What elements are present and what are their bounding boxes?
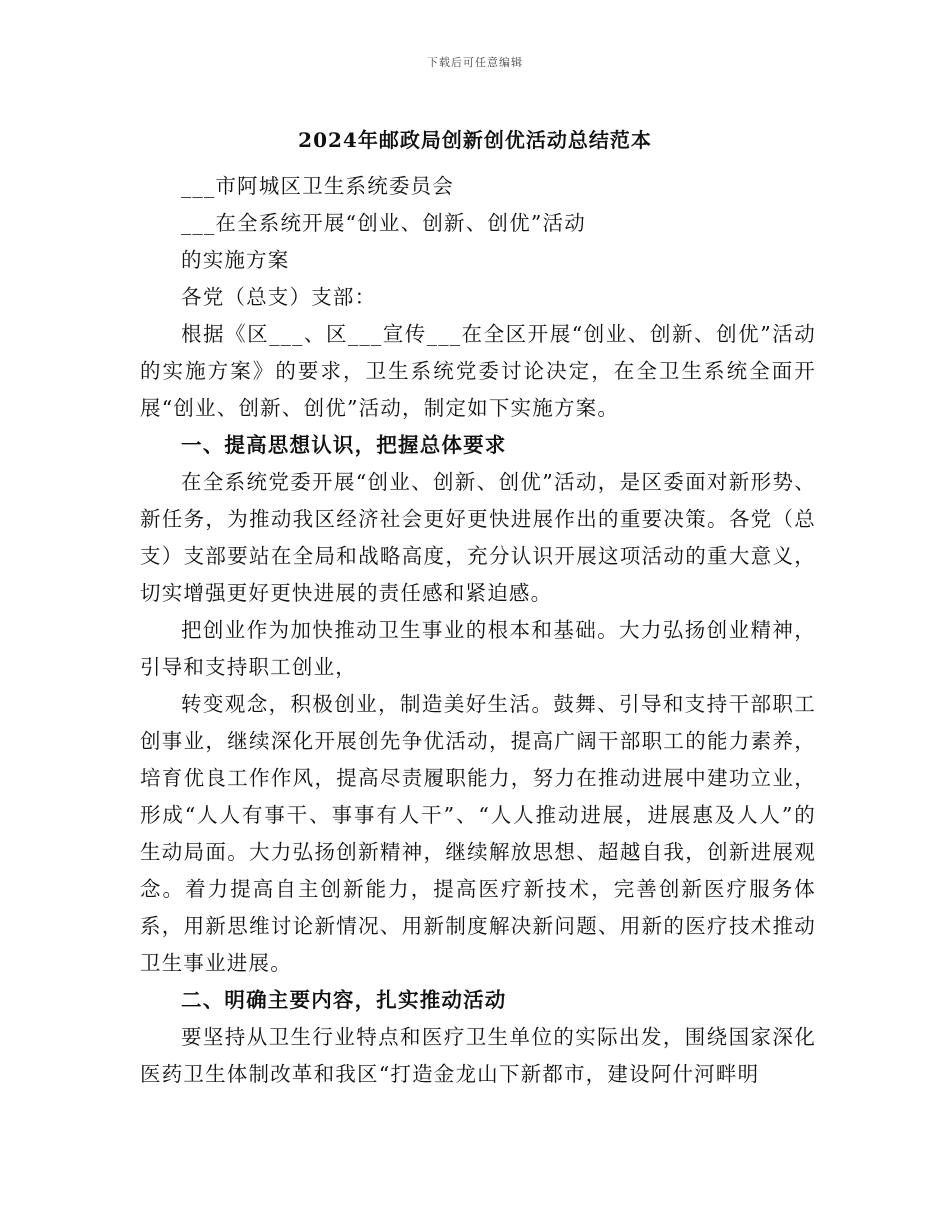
paragraph-section1-b: 把创业作为加快推动卫生事业的根本和基础。大力弘扬创业精神，引导和支持职工创业， [140, 618, 816, 679]
section-heading-2: 二、明确主要内容，扎实推动活动 [181, 988, 507, 1012]
paragraph-section2-a: 要坚持从卫生行业特点和医疗卫生单位的实际出发，围绕国家深化医药卫生体制改革和我区“打造金龙山下新都市，建设阿什河畔明 [140, 1025, 816, 1086]
section-heading-1: 一、提高思想认识，把握总体要求 [181, 433, 507, 457]
header-note: 下载后可任意编辑 [427, 56, 523, 69]
paragraph-salutation: 各党（总支）支部： [181, 285, 377, 309]
paragraph-section1-c: 转变观念，积极创业，制造美好生活。鼓舞、引导和支持干部职工创事业，继续深化开展创先争优活动，提高广阔干部职工的能力素养，培育优良工作作风，提高尽责履职能力，努力在推动进展中建功立业，形成“人人有事干、事事有人干”、“人人推动进展，进展惠及人人”的生动局面。大力弘扬创新精神，继续解放思想、超越自我，创新进展观念。着力提高自主创新能力，提高医疗新技术，完善创新医疗服务体系，用新思维讨论新情况、用新制度解决新问题、用新的医疗技术推动卫生事业进展。 [140, 692, 816, 975]
paragraph-plan-title-cont: 的实施方案 [181, 248, 290, 272]
document-body [140, 168, 816, 1093]
paragraph-plan-title: ___在全系统开展“创业、创新、创优”活动 [181, 211, 586, 235]
paragraph-committee: ___市阿城区卫生系统委员会 [181, 174, 455, 198]
document-title: 2024年邮政局创新创优活动总结范本 [298, 128, 652, 152]
paragraph-section1-a: 在全系统党委开展“创业、创新、创优”活动，是区委面对新形势、新任务，为推动我区经济社会更好更快进展作出的重要决策。各党（总支）支部要站在全局和战略高度，充分认识开展这项活动的重大意义，切实增强更好更快进展的责任感和紧迫感。 [140, 470, 816, 605]
paragraph-intro: 根据《区___、区___宣传___在全区开展“创业、创新、创优”活动的实施方案》的要求，卫生系统党委讨论决定，在全卫生系统全面开展“创业、创新、创优”活动，制定如下实施方案。 [140, 322, 816, 420]
